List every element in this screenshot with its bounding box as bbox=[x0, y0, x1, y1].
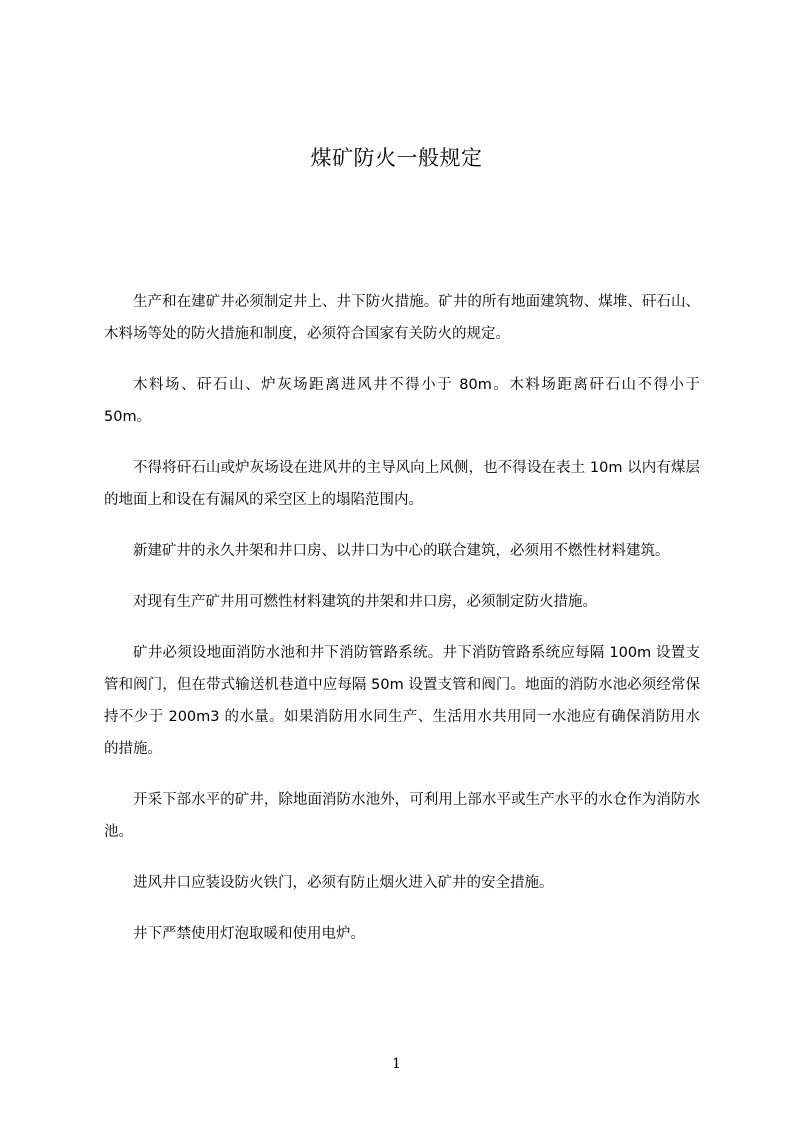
paragraph-6: 矿井必须设地面消防水池和井下消防管路系统。井下消防管路系统应每隔 100m 设置支管和阀门，但在带式输送机巷道中应每隔 50m 设置支管和阀门。地面的消防水池必须经常保持不少于 200m3 的水量。如果消防用水同生产、生活用水共用同一水池应有确保消防用水的措施。 bbox=[104, 645, 700, 757]
paragraph-1: 生产和在建矿井必须制定井上、井下防火措施。矿井的所有地面建筑物、煤堆、矸石山、木料场等处的防火措施和制度，必须符合国家有关防火的规定。 bbox=[104, 294, 700, 342]
paragraph-8: 进风井口应装设防火铁门，必须有防止烟火进入矿井的安全措施。 bbox=[133, 875, 554, 891]
paragraph-3: 不得将矸石山或炉灰场设在进风井的主导风向上风侧，也不得设在表土 10m 以内有煤层的地面上和设在有漏风的采空区上的塌陷范围内。 bbox=[104, 460, 700, 508]
paragraph-5: 对现有生产矿井用可燃性材料建筑的井架和井口房，必须制定防火措施。 bbox=[133, 594, 597, 610]
page-number: 1 bbox=[392, 1056, 401, 1072]
paragraph-7: 开采下部水平的矿井，除地面消防水池外，可利用上部水平或生产水平的水仓作为消防水池。 bbox=[104, 792, 700, 840]
paragraph-2: 木料场、矸石山、炉灰场距离进风井不得小于 80m。木料场距离矸石山不得小于 50m。 bbox=[104, 377, 700, 425]
document-body bbox=[104, 286, 700, 969]
document-title: 煤矿防火一般规定 bbox=[310, 146, 483, 170]
paragraph-9: 井下严禁使用灯泡取暖和使用电炉。 bbox=[133, 926, 365, 942]
paragraph-4: 新建矿井的永久井架和井口房、以井口为中心的联合建筑，必须用不燃性材料建筑。 bbox=[133, 543, 670, 559]
